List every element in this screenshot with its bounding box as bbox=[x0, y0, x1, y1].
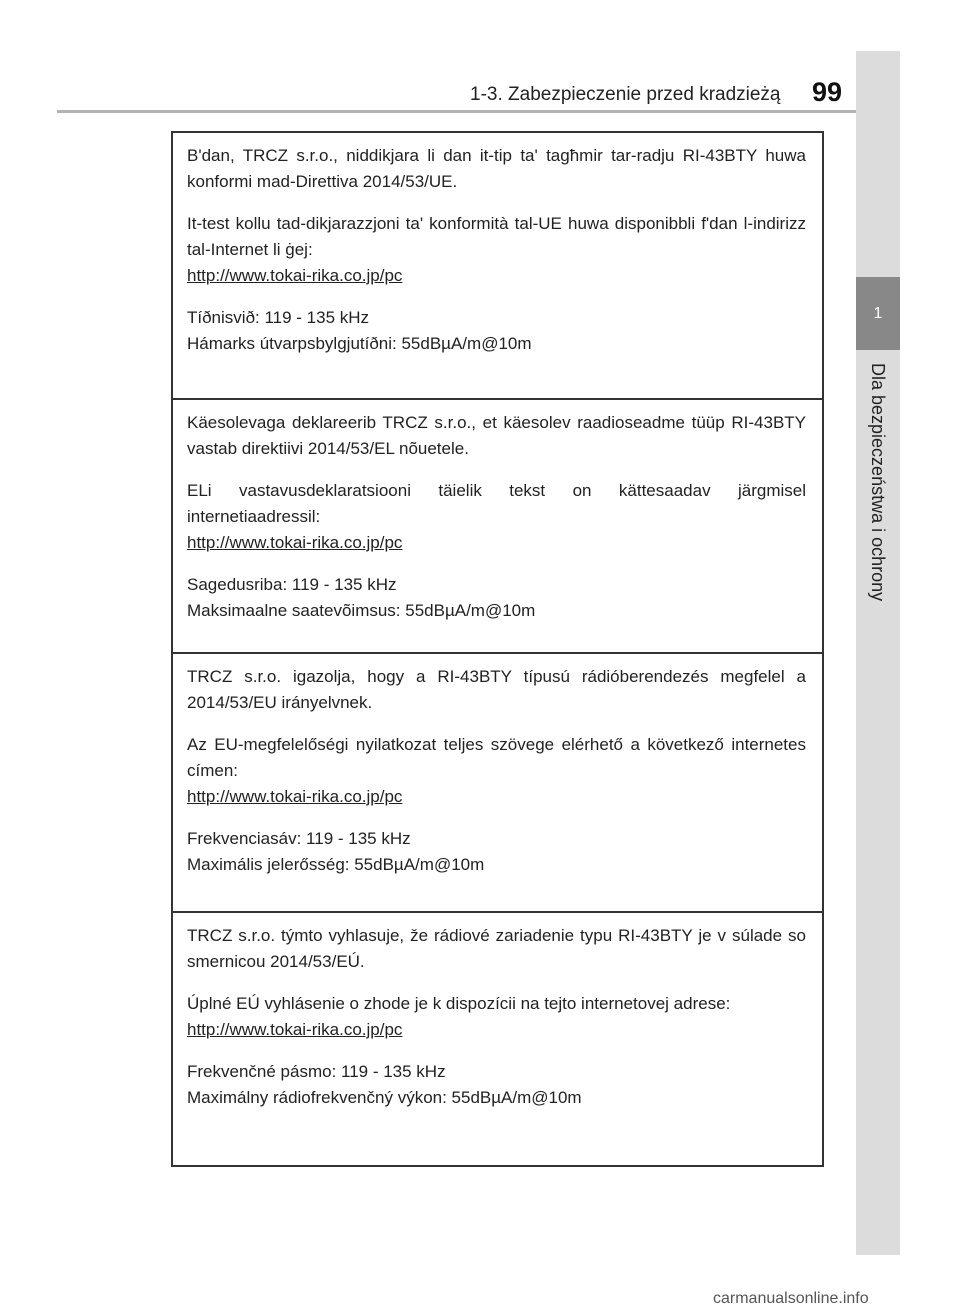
max-power: Hámarks útvarpsbylgjutíðni: 55dBµA/m@10m bbox=[187, 334, 532, 353]
declaration-availability: ELi vastavusdeklaratsiooni täielik tekst on kättesaadav järgmisel internetiaadressil: bbox=[187, 481, 806, 526]
max-power: Maximálny rádiofrekvenčný výkon: 55dBµA/m@10m bbox=[187, 1088, 582, 1107]
declaration-availability: Úplné EÚ vyhlásenie o zhode je k dispozícii na tejto internetovej adrese: bbox=[187, 994, 731, 1013]
frequency-band: Frekvenčné pásmo: 119 - 135 kHz bbox=[187, 1062, 446, 1081]
declaration-url-link[interactable]: http://www.tokai-rika.co.jp/pc bbox=[187, 1020, 403, 1039]
max-power: Maksimaalne saatevõimsus: 55dBµA/m@10m bbox=[187, 601, 536, 620]
declaration-table bbox=[171, 131, 824, 1167]
declaration-url-link[interactable]: http://www.tokai-rika.co.jp/pc bbox=[187, 787, 403, 806]
max-power: Maximális jelerősség: 55dBµA/m@10m bbox=[187, 855, 485, 874]
section-title: 1-3. Zabezpieczenie przed kradzieżą bbox=[470, 84, 781, 105]
declaration-estonian bbox=[173, 398, 822, 652]
declaration-statement: B'dan, TRCZ s.r.o., niddikjara li dan it-tip ta' tagħmir tar-radju RI-43BTY huwa konformi mad-Direttiva 2014/53/UE. bbox=[187, 146, 806, 191]
declaration-maltese bbox=[173, 133, 822, 398]
declaration-statement: Käesolevaga deklareerib TRCZ s.r.o., et käesolev raadioseadme tüüp RI-43BTY vastab direktiivi 2014/53/EL nõuetele. bbox=[187, 413, 806, 458]
site-watermark: carmanualsonline.info bbox=[713, 1290, 869, 1307]
declaration-url-link[interactable]: http://www.tokai-rika.co.jp/pc bbox=[187, 533, 403, 552]
declaration-url-link[interactable]: http://www.tokai-rika.co.jp/pc bbox=[187, 266, 403, 285]
chapter-label: Dla bezpieczeństwa i ochrony bbox=[868, 363, 888, 602]
frequency-band: Frekvenciasáv: 119 - 135 kHz bbox=[187, 829, 411, 848]
chapter-side-tab bbox=[856, 51, 900, 1255]
declaration-availability: It-test kollu tad-dikjarazzjoni ta' konformità tal-UE huwa disponibbli f'dan l-indirizz tal-Internet li ġej: bbox=[187, 214, 806, 259]
declaration-hungarian bbox=[173, 652, 822, 911]
declaration-slovak bbox=[173, 911, 822, 1165]
header-divider bbox=[57, 110, 856, 113]
declaration-availability: Az EU-megfelelőségi nyilatkozat teljes szövege elérhető a következő internetes címen: bbox=[187, 735, 806, 780]
declaration-statement: TRCZ s.r.o. igazolja, hogy a RI-43BTY típusú rádióberendezés megfelel a 2014/53/EU irányelvnek. bbox=[187, 667, 806, 712]
frequency-band: Tíðnisvið: 119 - 135 kHz bbox=[187, 308, 370, 327]
frequency-band: Sagedusriba: 119 - 135 kHz bbox=[187, 575, 397, 594]
declaration-statement: TRCZ s.r.o. týmto vyhlasuje, že rádiové zariadenie typu RI-43BTY je v súlade so smernicou 2014/53/EÚ. bbox=[187, 926, 806, 971]
page-number: 99 bbox=[812, 77, 843, 107]
chapter-number-tab: 1 bbox=[856, 277, 900, 350]
